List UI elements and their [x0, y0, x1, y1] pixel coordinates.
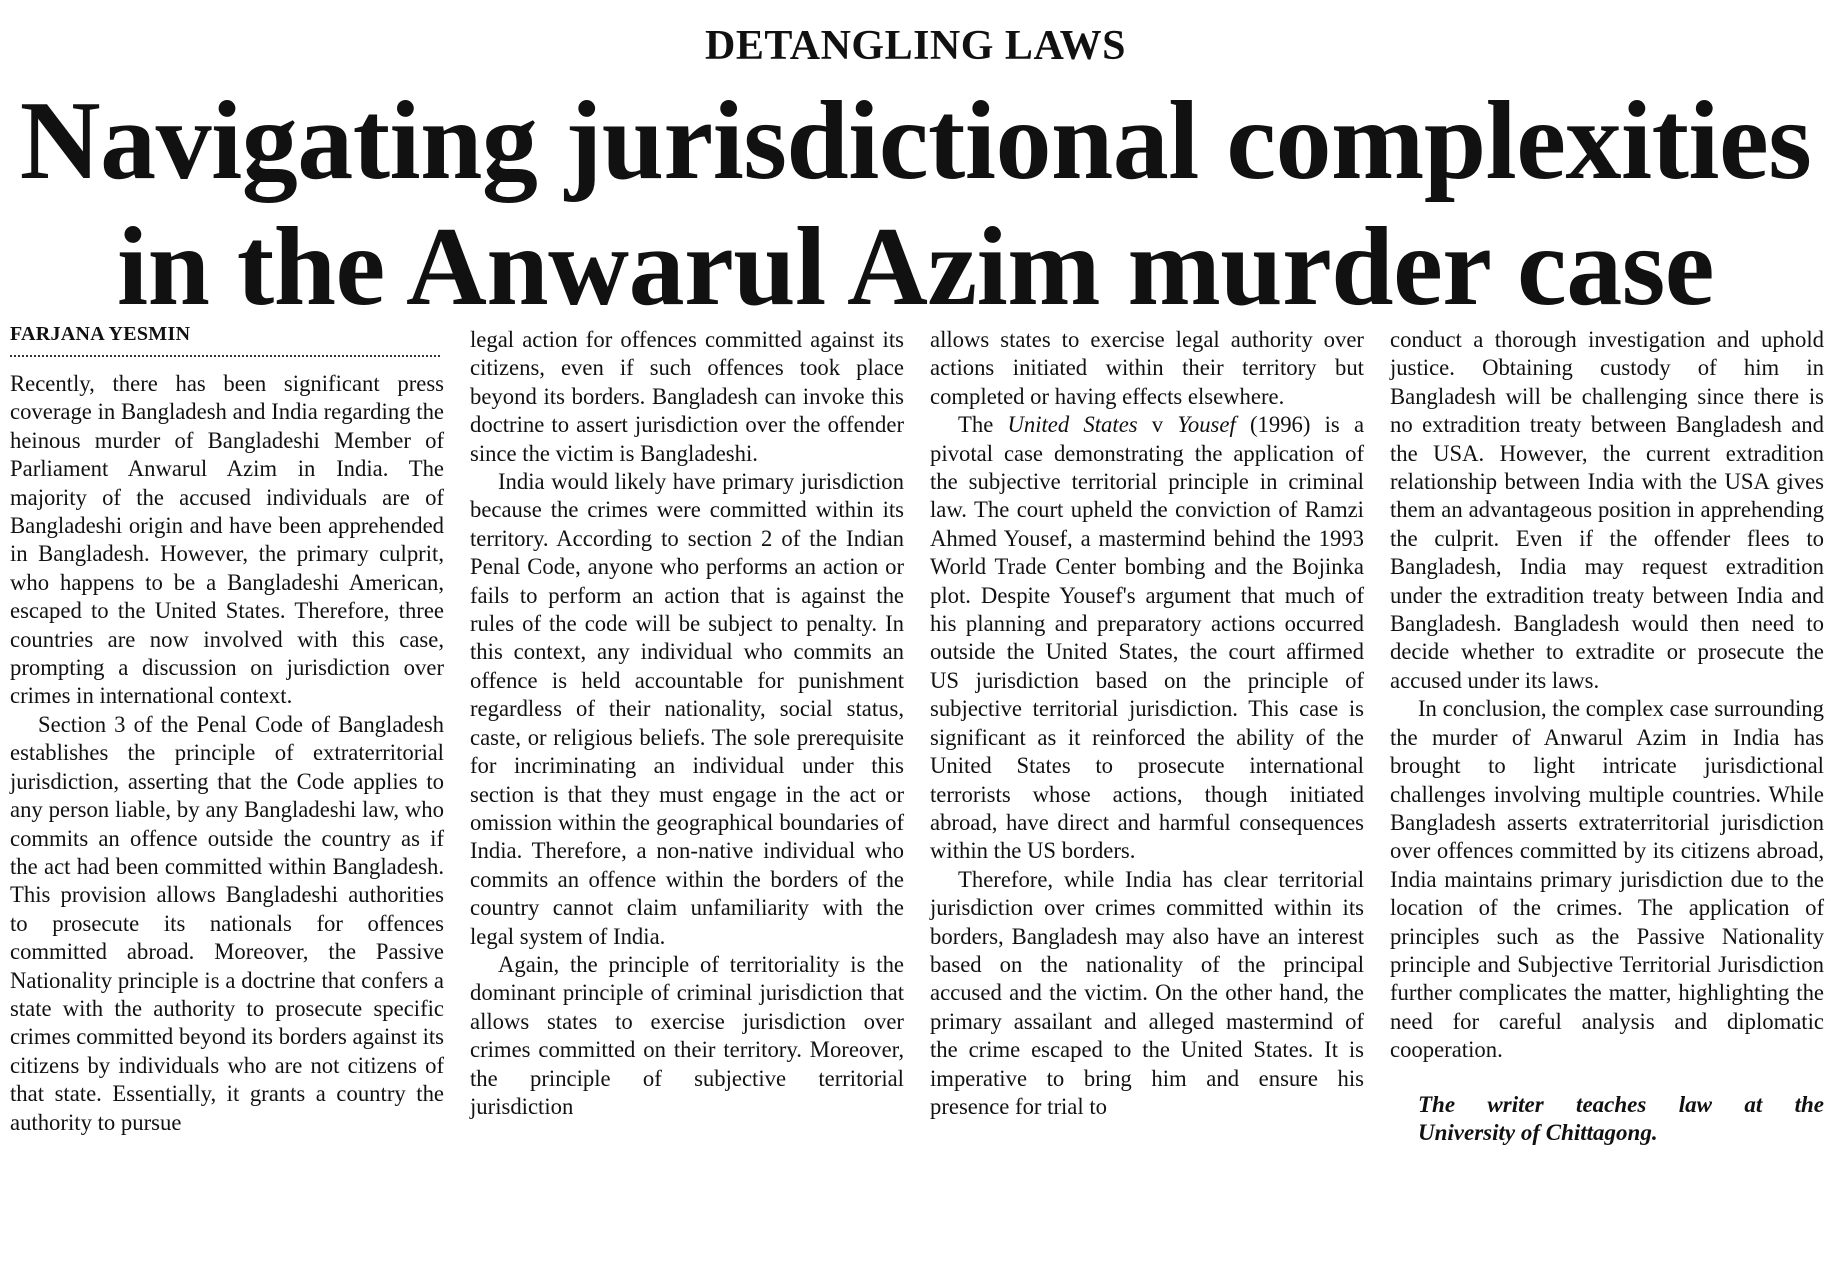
article-headline	[0, 78, 1831, 330]
article-column-1	[10, 370, 444, 1137]
byline: FARJANA YESMIN	[10, 323, 191, 345]
text-run: The	[958, 412, 1008, 438]
byline-divider	[10, 355, 440, 357]
section-kicker: DETANGLING LAWS	[705, 23, 1126, 69]
article-column-2	[470, 326, 904, 1121]
paragraph: legal action for offences committed against its citizens, even if such offences took place beyond its borders. Bangladesh can invoke this doctrine to assert jurisdiction over the offender since the victim is Bangladeshi.	[470, 327, 904, 466]
paragraph: Recently, there has been significant press coverage in Bangladesh and India regarding the heinous murder of Bangladeshi Member of Parliament Anwarul Azim in India. The majority of the accused individuals are of Bangladeshi origin and have been apprehended in Bangladesh. However, the primary culprit, who happens to be a Bangladeshi American, escaped to the United States. Therefore, three countries are now involved with this case, prompting a discussion on jurisdiction over crimes in international context.	[10, 371, 444, 709]
case-name: United States	[1007, 412, 1138, 438]
article-column-3	[930, 326, 1364, 1121]
paragraph	[930, 411, 1364, 866]
paragraph: Section 3 of the Penal Code of Bangladesh establishes the principle of extraterritorial jurisdiction, asserting that the Code applies to any person liable, by any Bangladeshi law, who commits an offence outside the country as if the act had been committed within Bangladesh. This provision allows Bangladeshi authorities to prosecute its nationals for offences committed abroad. Moreover, the Passive Nationality principle is a doctrine that confers a state with the authority to prosecute specific crimes committed beyond its borders against its citizens by individuals who are not citizens of that state. Essentially, it grants a country the authority to pursue	[10, 711, 444, 1135]
headline-line-2: in the Anwarul Azim murder case	[116, 205, 1714, 329]
text-run: (1996) is a pivotal case demonstrating the application of the subjective territorial principle in criminal law. The court upheld the conviction of Ramzi Ahmed Yousef, a mastermind behind the 1993 World Trade Center bombing and the Bojinka plot. Despite Yousef's argument that much of his planning and preparatory actions occurred outside the United States, the court affirmed US jurisdiction based on the principle of subjective territorial jurisdiction. This case is significant as it reinforced the ability of the United States to prosecute international terrorists whose actions, though initiated abroad, have direct and harmful consequences within the US borders.	[930, 412, 1365, 864]
author-bio	[1390, 1091, 1824, 1147]
paragraph: allows states to exercise legal authority over actions initiated within their territory but completed or having effects elsewhere.	[930, 327, 1364, 409]
paragraph: Therefore, while India has clear territorial jurisdiction over crimes committed within its borders, Bangladesh may also have an interest based on the nationality of the principal accused and the victim. On the other hand, the primary assailant and alleged mastermind of the crime escaped to the United States. It is imperative to bring him and ensure his presence for trial to	[930, 866, 1364, 1119]
case-party: Yousef	[1177, 412, 1236, 438]
headline-line-1: Navigating jurisdictional complexities	[19, 79, 1812, 203]
author-bio-line-1: The writer teaches law at the	[1418, 1091, 1824, 1117]
paragraph: In conclusion, the complex case surrounding the murder of Anwarul Azim in India has brought to light intricate jurisdictional challenges involving multiple countries. While Bangladesh asserts extraterritorial jurisdiction over offences committed by its citizens abroad, India maintains primary jurisdiction due to the location of the crimes. The application of principles such as the Passive Nationality principle and Subjective Territorial Jurisdiction further complicates the matter, highlighting the need for careful analysis and diplomatic cooperation.	[1390, 696, 1824, 1063]
text-run: v	[1137, 412, 1178, 438]
paragraph: conduct a thorough investigation and uphold justice. Obtaining custody of him in Bangladesh will be challenging since there is no extradition treaty between Bangladesh and the USA. However, the current extradition relationship between India with the USA gives them an advantageous position in apprehending the culprit. Even if the offender flees to Bangladesh, India may request extradition under the extradition treaty between India and Bangladesh. Bangladesh would then need to decide whether to extradite or prosecute the accused under its laws.	[1390, 327, 1824, 693]
article-column-4	[1390, 326, 1824, 1147]
paragraph: India would likely have primary jurisdiction because the crimes were committed within its territory. According to section 2 of the Indian Penal Code, anyone who performs an action or fails to perform an action that is against the rules of the code will be subject to penalty. In this context, any individual who commits an offence is held accountable for punishment regardless of their nationality, social status, caste, or religious beliefs. The sole prerequisite for incriminating an individual under this section is that they must engage in the act or omission within the geographical boundaries of India. Therefore, a non-native individual who commits an offence within the borders of the country cannot claim unfamiliarity with the legal system of India.	[470, 469, 904, 949]
paragraph: Again, the principle of territoriality is the dominant principle of criminal jurisdiction that allows states to exercise jurisdiction over crimes committed on their territory. Moreover, the principle of subjective territorial jurisdiction	[470, 951, 904, 1119]
author-bio-line-2: University of Chittagong.	[1418, 1119, 1658, 1145]
